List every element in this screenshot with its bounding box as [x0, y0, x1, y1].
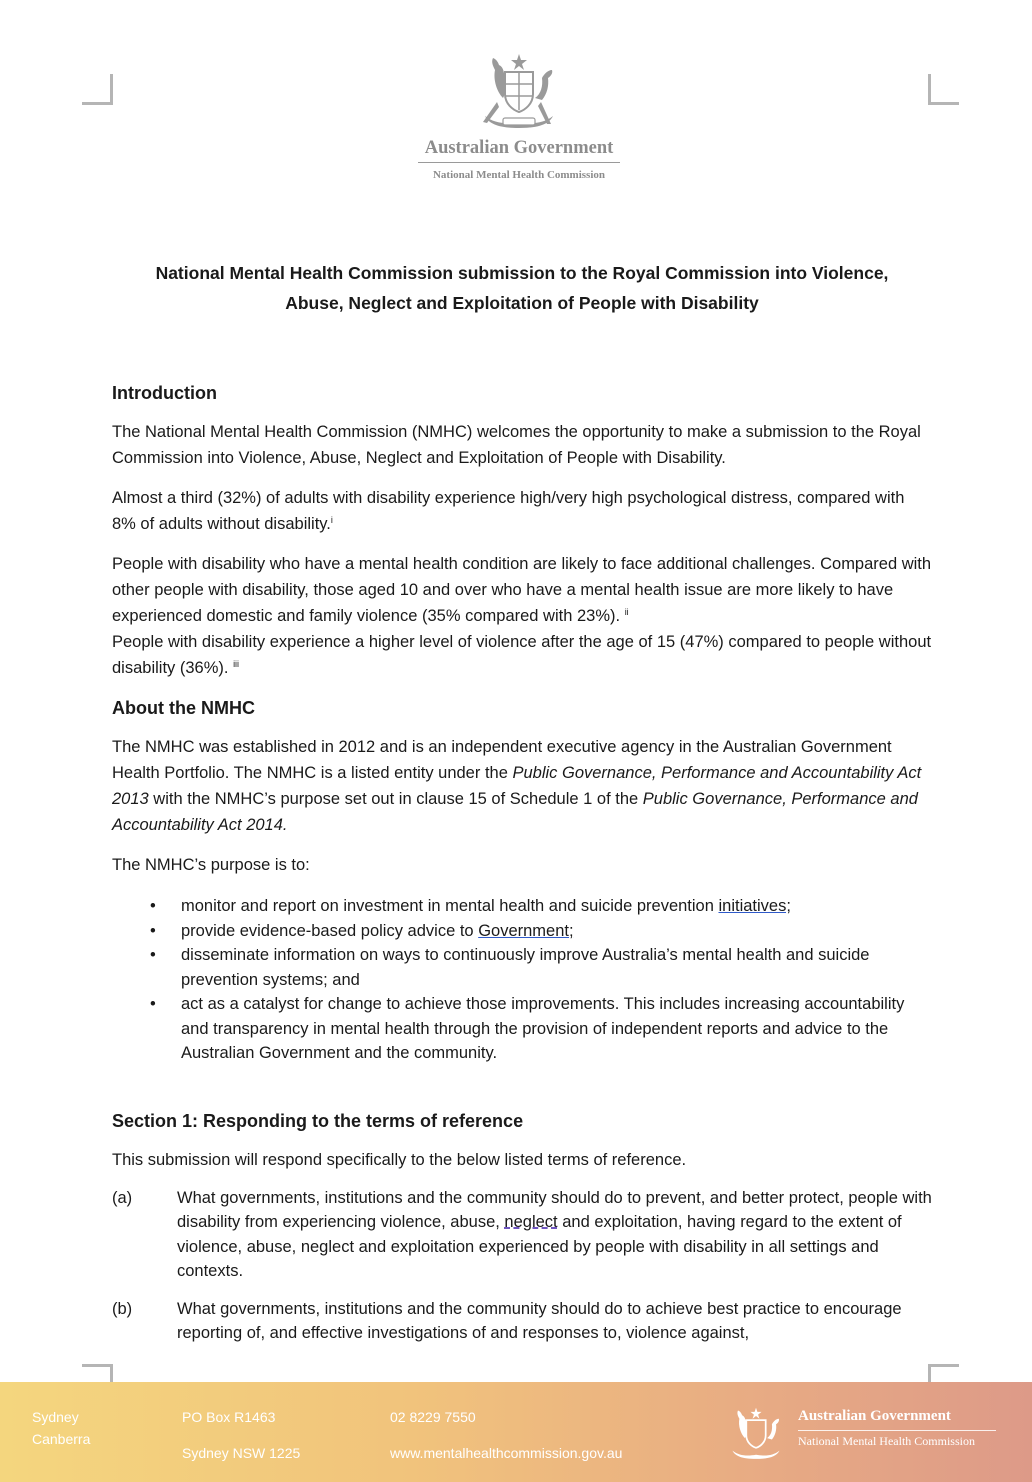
about-paragraph-1: [112, 734, 932, 838]
intro-paragraph-2: [112, 485, 932, 537]
list-item: [112, 943, 932, 992]
about-heading: About the NMHC: [112, 698, 255, 718]
footer-po-box: PO Box R1463: [182, 1409, 276, 1425]
footer-postal-address: [182, 1406, 300, 1464]
list-item-text: disseminate information on ways to continuously improve Australia’s mental health and suicide prevention systems; and: [181, 946, 870, 989]
intro-paragraph-3-text-b: People with disability experience a higher level of violence after the age of 15 (47%) compared to people without disability (36%).: [112, 633, 932, 677]
act-title-2014: Public Governance, Performance and Accountability Act 2014.: [112, 790, 918, 834]
title-line-1: National Mental Health Commission submission to the Royal Commission into Violence,: [155, 263, 889, 283]
bullet-icon: •: [150, 921, 156, 940]
list-item-text: provide evidence-based policy advice to: [181, 921, 479, 940]
header-rule: [418, 162, 620, 163]
intro-paragraph-3-text-a: People with disability who have a mental health condition are likely to face additional challenges. Compared with other people with disability, those aged 10 and over who have a mental health issue are more likely to have experienced domestic and family violence (35% compared with 23%).: [112, 555, 932, 625]
about-text-1: The NMHC was established in 2012 and is an independent executive agency in the Australian Government Health Portfolio. The NMHC is a listed entity under the: [112, 738, 892, 782]
footer-government-name: Australian Government: [798, 1408, 951, 1424]
tor-text-part: What governments, institutions and the community should do to prevent, and better protect, people with disability from experiencing violence, abuse,: [177, 1188, 932, 1231]
about-text-2: with the NMHC’s purpose set out in clause 15 of Schedule 1 of the: [148, 790, 643, 808]
endnote-ref-iii[interactable]: iii: [233, 659, 240, 669]
footer-phone[interactable]: 02 8229 7550: [390, 1409, 476, 1425]
spelling-flag[interactable]: initiatives;: [718, 897, 791, 915]
header-logo: [416, 52, 622, 181]
footer-contact: [390, 1406, 622, 1464]
title-line-2: Abuse, Neglect and Exploitation of People with Disability: [285, 293, 759, 313]
government-name: Australian Government: [424, 138, 614, 158]
tor-text: What governments, institutions and the community should do to achieve best practice to encourage reporting of, and effective investigations of and responses to, violence against,: [177, 1299, 902, 1342]
coat-of-arms-icon: [467, 52, 571, 132]
terms-of-reference-a: [112, 1186, 932, 1284]
footer-website-link[interactable]: www.mentalhealthcommission.gov.au: [390, 1445, 623, 1461]
intro-paragraph-2-text: Almost a third (32%) of adults with disability experience high/very high psychological distress, compared with 8% of adults without disability.: [112, 489, 905, 533]
list-item: [112, 992, 932, 1066]
tor-label: (a): [112, 1188, 133, 1207]
footer-cities: [32, 1406, 90, 1450]
purpose-list: [112, 894, 932, 1066]
coat-of-arms-icon: [720, 1404, 792, 1464]
tor-text-part: and exploitation, having regard to the extent of violence, abuse, neglect and exploitation experienced by people with disability in all settings and contexts.: [177, 1213, 902, 1280]
introduction-heading: Introduction: [112, 383, 217, 403]
bullet-icon: •: [150, 946, 156, 964]
document-title: [112, 258, 932, 318]
spelling-flag[interactable]: Government;: [478, 921, 574, 940]
crop-mark-top-right: [928, 74, 959, 105]
list-item-text: act as a catalyst for change to achieve those improvements. This includes increasing accountability and transparency in mental health through the provision of independent reports and advice to the Australian Government and the community.: [181, 995, 905, 1062]
document-body: [112, 258, 932, 1346]
crop-mark-top-left: [82, 74, 113, 105]
bullet-icon: •: [150, 995, 156, 1013]
endnote-ref-ii[interactable]: ii: [624, 607, 629, 617]
agency-name: National Mental Health Commission: [432, 169, 606, 181]
footer-po-city: Sydney NSW 1225: [182, 1445, 301, 1461]
list-item: [112, 894, 932, 919]
footer-agency-name: National Mental Health Commission: [798, 1434, 975, 1448]
section-1-intro: This submission will respond specifically to the below listed terms of reference.: [112, 1150, 687, 1169]
tor-text: [177, 1186, 932, 1284]
tor-label: (b): [112, 1299, 133, 1318]
list-item: [112, 919, 932, 944]
act-title-2013: Public Governance, Performance and Accountability Act 2013: [112, 764, 922, 808]
intro-paragraph-3: [112, 551, 932, 681]
grammar-flag[interactable]: neglect: [504, 1213, 558, 1231]
footer-city-sydney: Sydney: [32, 1409, 79, 1425]
purpose-intro: The NMHC’s purpose is to:: [112, 856, 310, 874]
list-item-text: monitor and report on investment in mental health and suicide prevention: [181, 897, 719, 915]
endnote-ref-i[interactable]: i: [330, 515, 333, 525]
footer-city-canberra: Canberra: [32, 1431, 91, 1447]
bullet-icon: •: [150, 897, 156, 915]
footer-logo: [720, 1404, 1010, 1468]
page-footer: [0, 1382, 1032, 1482]
intro-paragraph-1: The National Mental Health Commission (NMHC) welcomes the opportunity to make a submission to the Royal Commission into Violence, Abuse, Neglect and Exploitation of People with Disability.: [112, 423, 921, 467]
section-1-heading: Section 1: Responding to the terms of reference: [112, 1110, 524, 1131]
terms-of-reference-b: [112, 1297, 932, 1346]
footer-logo-rule: [798, 1430, 996, 1431]
